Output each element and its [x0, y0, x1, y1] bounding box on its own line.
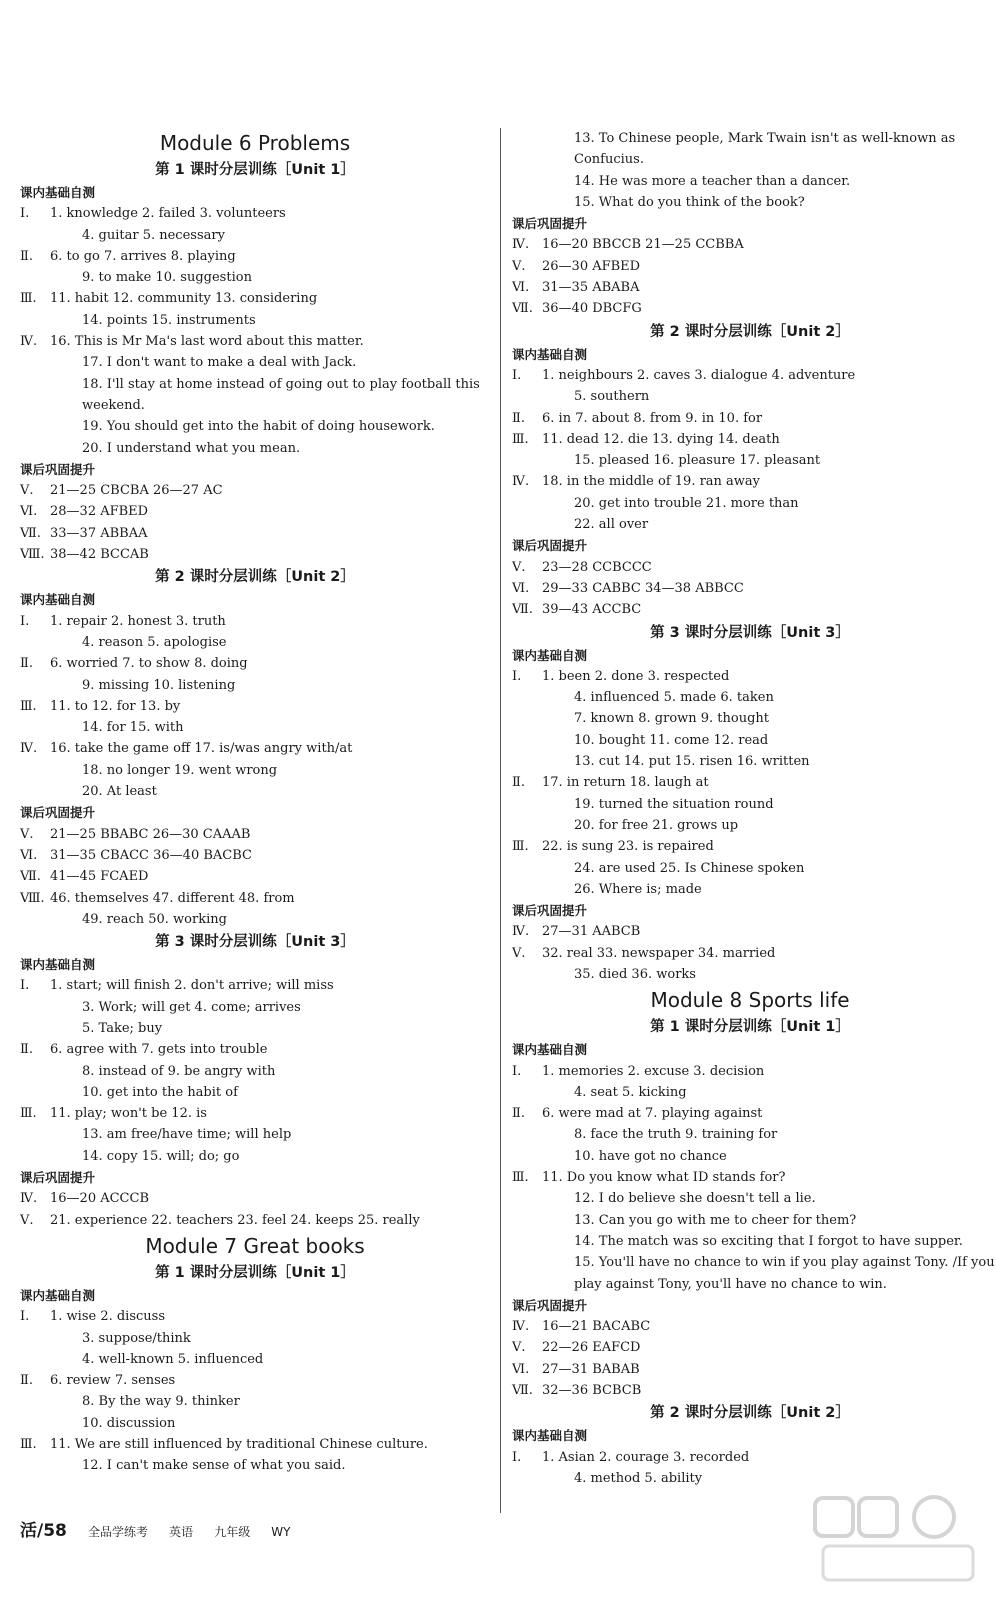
- answer-line: [20, 480, 490, 501]
- answer-line: 9. to make 10. suggestion: [82, 270, 252, 286]
- answer-line: [512, 429, 988, 450]
- roman-numeral: Ⅳ.: [512, 474, 530, 490]
- answer-line: [512, 1337, 988, 1358]
- answer-text: 22. is sung 23. is repaired: [542, 839, 714, 855]
- answer-line: 15. pleased 16. pleasure 17. pleasant: [574, 453, 821, 469]
- roman-numeral: Ⅳ.: [512, 924, 530, 940]
- answer-text: 31—35 CBACC 36—40 BACBC: [50, 847, 252, 863]
- answer-line: 20. get into trouble 21. more than: [574, 495, 799, 511]
- grade-label: 九年级: [214, 1525, 251, 1539]
- answer-line: 14. He was more a teacher than a dancer.: [574, 173, 851, 189]
- page-footer: [20, 1518, 291, 1544]
- answer-text: 11. to 12. for 13. by: [50, 698, 181, 714]
- answer-text: 21—25 BBABC 26—30 CAAAB: [50, 826, 251, 842]
- answer-line: 22. all over: [574, 517, 649, 533]
- page-number: 活/58: [20, 1521, 67, 1541]
- answer-line: 12. I can't make sense of what you said.: [82, 1458, 346, 1474]
- column-divider: [500, 128, 501, 1513]
- roman-numeral: Ⅲ.: [20, 291, 37, 307]
- roman-numeral: Ⅷ.: [20, 547, 45, 563]
- answer-text: 27—31 AABCB: [542, 924, 641, 940]
- answer-line: [512, 1380, 988, 1401]
- answer-text: 16—20 BBCCB 21—25 CCBBA: [542, 237, 744, 253]
- answer-text: 16—20 ACCCB: [50, 1191, 149, 1207]
- answer-line: weekend.: [82, 397, 145, 413]
- answer-line: 13. cut 14. put 15. risen 16. written: [574, 754, 810, 770]
- answer-text: 33—37 ABBAA: [50, 525, 148, 541]
- answer-line: 14. copy 15. will; do; go: [82, 1148, 240, 1164]
- answer-line: [20, 288, 490, 309]
- roman-numeral: Ⅵ.: [512, 280, 530, 296]
- section-label: 课后巩固提升: [20, 805, 96, 821]
- answer-line: 10. have got no chance: [574, 1148, 727, 1164]
- answer-line: 3. suppose/think: [82, 1330, 191, 1346]
- answer-text: 1. knowledge 2. failed 3. volunteers: [50, 206, 286, 222]
- roman-numeral: Ⅲ.: [20, 1106, 37, 1122]
- answer-line: [512, 1167, 988, 1188]
- answer-line: 26. Where is; made: [574, 881, 702, 897]
- roman-numeral: Ⅰ.: [512, 668, 522, 684]
- roman-numeral: Ⅰ.: [512, 1063, 522, 1079]
- roman-numeral: Ⅲ.: [512, 431, 529, 447]
- answer-text: 6. agree with 7. gets into trouble: [50, 1042, 268, 1058]
- answer-text: 11. We are still influenced by traditional Chinese culture.: [50, 1437, 428, 1453]
- answer-text: 36—40 DBCFG: [542, 301, 642, 317]
- answer-line: 14. for 15. with: [82, 720, 184, 736]
- section-label: 课内基础自测: [512, 1042, 588, 1058]
- answer-line: [20, 611, 490, 632]
- roman-numeral: Ⅴ.: [512, 1340, 526, 1356]
- roman-numeral: Ⅶ.: [512, 1383, 533, 1399]
- answer-line: 13. To Chinese people, Mark Twain isn't as well-known as: [574, 131, 956, 146]
- section-label: 课内基础自测: [20, 592, 96, 608]
- answer-line: Confucius.: [574, 152, 644, 168]
- answer-line: 10. bought 11. come 12. read: [574, 732, 769, 748]
- roman-numeral: Ⅱ.: [20, 248, 33, 264]
- roman-numeral: Ⅶ.: [20, 869, 41, 885]
- answer-line: 4. well-known 5. influenced: [82, 1351, 264, 1367]
- answer-text: 32. real 33. newspaper 34. married: [542, 945, 776, 961]
- answer-line: [512, 943, 988, 964]
- roman-numeral: Ⅳ.: [512, 237, 530, 253]
- roman-numeral: Ⅴ.: [512, 559, 526, 575]
- roman-numeral: Ⅷ.: [20, 890, 45, 906]
- answer-line: 7. known 8. grown 9. thought: [574, 711, 770, 727]
- answer-line: [512, 557, 988, 578]
- answer-line: 3. Work; will get 4. come; arrives: [82, 999, 301, 1015]
- answer-text: 1. neighbours 2. caves 3. dialogue 4. adventure: [542, 367, 856, 383]
- roman-numeral: Ⅶ.: [512, 602, 533, 618]
- answer-line: 19. turned the situation round: [574, 796, 774, 812]
- answer-line: [512, 1359, 988, 1380]
- answer-line: 35. died 36. works: [574, 966, 696, 982]
- answer-line: [512, 578, 988, 599]
- answer-line: 13. am free/have time; will help: [82, 1127, 292, 1143]
- roman-numeral: Ⅳ.: [512, 1319, 530, 1335]
- roman-numeral: Ⅰ.: [512, 1449, 522, 1465]
- answer-line: 4. method 5. ability: [574, 1470, 703, 1486]
- answer-text: 21. experience 22. teachers 23. feel 24. keeps 25. really: [50, 1212, 420, 1228]
- answer-line: 5. Take; buy: [82, 1020, 163, 1036]
- answer-line: play against Tony, you'll have no chance to win.: [574, 1276, 887, 1292]
- answer-line: [20, 523, 490, 544]
- lesson-heading: 第 1 课时分层训练［Unit 1］: [155, 162, 355, 178]
- answer-line: [20, 653, 490, 674]
- answer-line: 4. influenced 5. made 6. taken: [574, 690, 774, 706]
- answer-line: 4. seat 5. kicking: [574, 1084, 687, 1100]
- section-label: 课内基础自测: [512, 647, 588, 663]
- section-label: 课内基础自测: [512, 1428, 588, 1444]
- answer-text: 1. memories 2. excuse 3. decision: [542, 1063, 765, 1079]
- section-label: 课后巩固提升: [512, 538, 588, 554]
- roman-numeral: Ⅵ.: [512, 1361, 530, 1377]
- roman-numeral: Ⅳ.: [20, 1191, 38, 1207]
- answer-text: 22—26 EAFCD: [542, 1340, 641, 1356]
- roman-numeral: Ⅳ.: [20, 334, 38, 350]
- roman-numeral: Ⅴ.: [512, 945, 526, 961]
- roman-numeral: Ⅲ.: [512, 1170, 529, 1186]
- answer-line: 17. I don't want to make a deal with Jack.: [82, 355, 357, 371]
- roman-numeral: Ⅰ.: [512, 367, 522, 383]
- answer-text: 11. play; won't be 12. is: [50, 1106, 207, 1122]
- module-title: Module 7 Great books: [145, 1233, 365, 1258]
- answer-line: [512, 921, 988, 942]
- answer-line: [20, 1434, 490, 1455]
- roman-numeral: Ⅰ.: [20, 1309, 30, 1325]
- roman-numeral: Ⅰ.: [20, 206, 30, 222]
- answer-text: 6. worried 7. to show 8. doing: [50, 656, 248, 672]
- roman-numeral: Ⅶ.: [20, 525, 41, 541]
- answer-line: 12. I do believe she doesn't tell a lie.: [574, 1191, 816, 1207]
- answer-text: 11. habit 12. community 13. considering: [50, 291, 318, 307]
- subject-label: 英语: [169, 1525, 194, 1539]
- answer-line: [512, 408, 988, 429]
- roman-numeral: Ⅴ.: [20, 483, 34, 499]
- roman-numeral: Ⅵ.: [20, 847, 38, 863]
- answer-line: 4. guitar 5. necessary: [82, 227, 225, 243]
- section-label: 课内基础自测: [512, 346, 588, 362]
- roman-numeral: Ⅲ.: [20, 698, 37, 714]
- roman-numeral: Ⅶ.: [512, 301, 533, 317]
- roman-numeral: Ⅵ.: [20, 504, 38, 520]
- answer-line: [20, 1103, 490, 1124]
- answer-line: [20, 975, 490, 996]
- answer-text: 6. in 7. about 8. from 9. in 10. for: [542, 410, 763, 426]
- answer-line: [20, 824, 490, 845]
- answer-text: 41—45 FCAED: [50, 869, 149, 885]
- section-label: 课内基础自测: [20, 185, 96, 200]
- answer-line: [20, 246, 490, 267]
- answer-text: 1. repair 2. honest 3. truth: [50, 613, 226, 629]
- section-label: 课后巩固提升: [512, 216, 588, 232]
- answer-text: 17. in return 18. laugh at: [542, 775, 709, 791]
- lesson-heading: 第 1 课时分层训练［Unit 1］: [650, 1019, 850, 1036]
- module-title: Module 6 Problems: [159, 131, 351, 155]
- answer-line: [512, 772, 988, 793]
- answer-text: 16. This is Mr Ma's last word about this matter.: [50, 334, 364, 350]
- answer-line: [512, 277, 988, 298]
- answer-line: [20, 1210, 490, 1231]
- answer-text: 29—33 CABBC 34—38 ABBCC: [542, 580, 744, 596]
- answer-line: [20, 845, 490, 866]
- answer-line: 8. face the truth 9. training for: [574, 1127, 778, 1143]
- answer-line: 49. reach 50. working: [82, 911, 227, 927]
- answer-line: 8. instead of 9. be angry with: [82, 1063, 276, 1079]
- answer-text: 16. take the game off 17. is/was angry with/at: [50, 741, 353, 757]
- answer-text: 1. Asian 2. courage 3. recorded: [542, 1449, 750, 1465]
- answer-line: [20, 203, 490, 224]
- roman-numeral: Ⅵ.: [512, 580, 530, 596]
- section-label: 课后巩固提升: [20, 461, 96, 477]
- roman-numeral: Ⅳ.: [20, 741, 38, 757]
- answer-text: 21—25 CBCBA 26—27 AC: [50, 483, 223, 499]
- roman-numeral: Ⅱ.: [512, 1106, 525, 1122]
- answer-line: 20. for free 21. grows up: [574, 817, 739, 833]
- answer-text: 39—43 ACCBC: [542, 602, 642, 618]
- answer-line: [20, 1188, 490, 1209]
- roman-numeral: Ⅲ.: [20, 1437, 37, 1453]
- answer-line: 10. get into the habit of: [82, 1084, 238, 1100]
- answer-line: [512, 1061, 988, 1082]
- roman-numeral: Ⅰ.: [20, 613, 30, 629]
- answer-text: 31—35 ABABA: [542, 280, 640, 296]
- answer-text: 28—32 AFBED: [50, 504, 149, 520]
- answer-text: 27—31 BABAB: [542, 1361, 640, 1377]
- answer-line: [512, 1447, 988, 1468]
- answer-line: 4. reason 5. apologise: [82, 634, 227, 650]
- answer-text: 16—21 BACABC: [542, 1319, 651, 1335]
- answer-text: 11. dead 12. die 13. dying 14. death: [542, 431, 780, 447]
- answer-line: [512, 1103, 988, 1124]
- answer-line: 5. southern: [574, 389, 650, 405]
- answer-line: 9. missing 10. listening: [82, 677, 236, 693]
- answer-line: [20, 1370, 490, 1391]
- answer-line: [512, 666, 988, 687]
- answer-line: [512, 234, 988, 255]
- answer-text: 1. wise 2. discuss: [50, 1309, 166, 1325]
- answer-line: 18. I'll stay at home instead of going out to play football this: [82, 376, 480, 392]
- answer-text: 6. review 7. senses: [50, 1373, 176, 1389]
- answer-line: [512, 365, 988, 386]
- answer-text: 18. in the middle of 19. ran away: [542, 474, 761, 490]
- answer-line: [20, 738, 490, 759]
- roman-numeral: Ⅱ.: [20, 1373, 33, 1389]
- answer-line: 20. I understand what you mean.: [82, 440, 301, 456]
- lesson-heading: 第 3 课时分层训练［Unit 3］: [155, 934, 355, 951]
- answer-line: [512, 298, 988, 319]
- answer-line: 19. You should get into the habit of doing housework.: [82, 419, 435, 435]
- answer-text: 6. were mad at 7. playing against: [542, 1106, 763, 1122]
- roman-numeral: Ⅱ.: [20, 656, 33, 672]
- answer-line: [20, 544, 490, 565]
- answer-line: 18. no longer 19. went wrong: [82, 762, 278, 778]
- lesson-heading: 第 2 课时分层训练［Unit 2］: [650, 323, 850, 340]
- answer-line: [512, 599, 988, 620]
- lesson-heading: 第 2 课时分层训练［Unit 2］: [650, 1405, 850, 1422]
- edition-label: WY: [271, 1525, 291, 1539]
- answer-text: 26—30 AFBED: [542, 258, 641, 274]
- answer-line: 24. are used 25. Is Chinese spoken: [574, 860, 805, 876]
- answer-line: 10. discussion: [82, 1415, 176, 1431]
- answer-line: [512, 471, 988, 492]
- section-label: 课内基础自测: [20, 1287, 96, 1303]
- answer-text: 1. start; will finish 2. don't arrive; will miss: [50, 978, 334, 994]
- answer-line: 15. You'll have no chance to win if you play against Tony. /If you: [574, 1255, 995, 1271]
- lesson-heading: 第 3 课时分层训练［Unit 3］: [650, 624, 850, 641]
- lesson-heading: 第 1 课时分层训练［Unit 1］: [155, 1264, 355, 1281]
- answer-line: [512, 836, 988, 857]
- book-title: 全品学练考: [87, 1525, 148, 1539]
- section-label: 课内基础自测: [20, 957, 96, 973]
- answer-line: 8. By the way 9. thinker: [82, 1394, 240, 1410]
- answer-line: [20, 501, 490, 522]
- answer-line: [512, 1316, 988, 1337]
- answer-line: [20, 331, 490, 352]
- answer-text: 11. Do you know what ID stands for?: [542, 1170, 786, 1186]
- answer-line: [20, 1039, 490, 1060]
- answer-line: [20, 866, 490, 887]
- section-label: 课后巩固提升: [20, 1170, 96, 1186]
- answer-text: 23—28 CCBCCC: [542, 559, 652, 575]
- roman-numeral: Ⅴ.: [20, 826, 34, 842]
- answer-line: [20, 696, 490, 717]
- roman-numeral: Ⅱ.: [512, 410, 525, 426]
- roman-numeral: Ⅴ.: [20, 1212, 34, 1228]
- roman-numeral: Ⅲ.: [512, 839, 529, 855]
- answer-line: 14. The match was so exciting that I forgot to have supper.: [574, 1233, 963, 1249]
- left-column: [20, 128, 490, 1477]
- roman-numeral: Ⅰ.: [20, 978, 30, 994]
- roman-numeral: Ⅱ.: [512, 775, 525, 791]
- answer-text: 6. to go 7. arrives 8. playing: [50, 248, 236, 264]
- lesson-heading: 第 2 课时分层训练［Unit 2］: [155, 569, 355, 586]
- roman-numeral: Ⅴ.: [512, 258, 526, 274]
- module-title: Module 8 Sports life: [650, 988, 850, 1013]
- answer-line: [512, 256, 988, 277]
- answer-text: 38—42 BCCAB: [50, 547, 149, 563]
- answer-line: 15. What do you think of the book?: [574, 194, 805, 210]
- watermark-logo-icon: [809, 1490, 984, 1590]
- answer-line: 20. At least: [82, 784, 157, 800]
- answer-text: 46. themselves 47. different 48. from: [50, 890, 295, 906]
- right-column: [512, 128, 995, 1489]
- section-label: 课后巩固提升: [512, 1297, 588, 1313]
- answer-line: 14. points 15. instruments: [82, 312, 256, 328]
- answer-line: 13. Can you go with me to cheer for them?: [574, 1212, 857, 1228]
- answer-text: 32—36 BCBCB: [542, 1383, 642, 1399]
- answer-line: [20, 888, 490, 909]
- answer-text: 1. been 2. done 3. respected: [542, 668, 730, 684]
- answer-line: [20, 1306, 490, 1327]
- section-label: 课后巩固提升: [512, 903, 588, 919]
- roman-numeral: Ⅱ.: [20, 1042, 33, 1058]
